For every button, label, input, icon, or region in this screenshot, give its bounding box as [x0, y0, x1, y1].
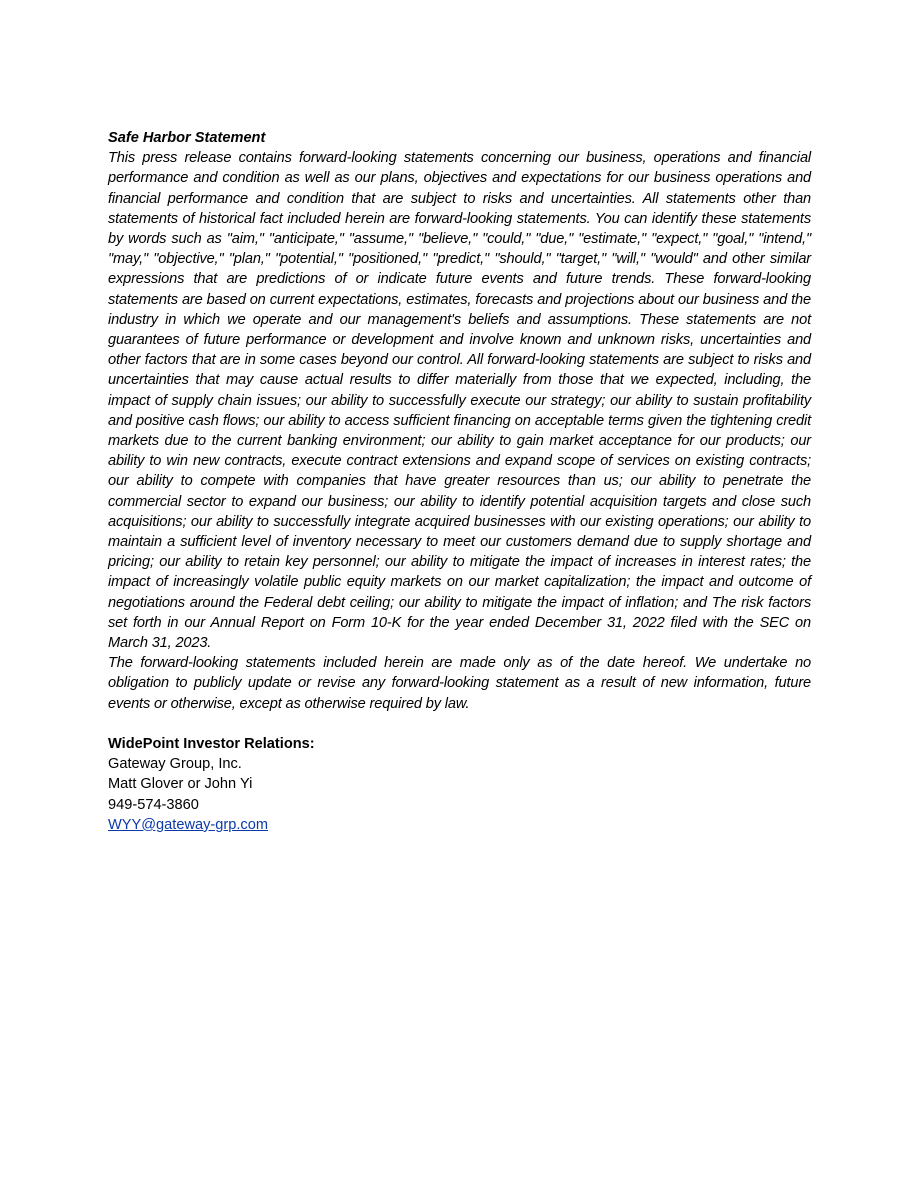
safe-harbor-heading: Safe Harbor Statement: [108, 130, 266, 146]
phone-number: 949-574-3860: [108, 796, 199, 813]
email-link[interactable]: WYY@gateway-grp.com: [108, 816, 268, 833]
investor-relations-title: WidePoint Investor Relations:: [108, 736, 315, 753]
safe-harbor-paragraph-1: This press release contains forward-looking statements concerning our business, operations and financial performance and condition as well as our plans, objectives and expectations for our business operations and financial performance and condition that are subject to risks and uncertainties. All statements other than statements of historical fact included herein are forward-looking statements. You can identify these statements by words such as "aim," "anticipate," "assume," "believe," "could," "due," "estimate," "expect," "goal," "intend," "may," "objective," "plan," "potential," "positioned," "predict," "should," "target," "will," "would" and other similar expressions that are predictions of or indicate future events and future trends. These forward-looking statements are based on current expectations, estimates, forecasts and projections about our business and the industry in which we operate and our management's beliefs and assumptions. These statements are not guarantees of future performance or development and involve known and unknown risks, uncertainties and other factors that are in some cases beyond our control. All forward-looking statements are subject to risks and uncertainties that may cause actual results to differ materially from those that we expected, including, the impact of supply chain issues; our ability to successfully execute our strategy; our ability to sustain profitability and positive cash flows; our ability to access sufficient financing on acceptable terms given the tightening credit markets due to the current banking environment; our ability to gain market acceptance for our products; our ability to win new contracts, execute contract extensions and expand scope of services on existing contracts; our ability to compete with companies that have greater resources than us; our ability to penetrate the commercial sector to expand our business; our ability to identify potential acquisition targets and close such acquisitions; our ability to successfully integrate acquired businesses with our existing operations; our ability to maintain a sufficient level of inventory necessary to meet our customers demand due to supply shortage and pricing; our ability to retain key personnel; our ability to mitigate the impact of increases in interest rates; the impact of increasingly volatile public equity markets on our market capitalization; the impact and outcome of negotiations around the Federal debt ceiling; our ability to mitigate the impact of inflation; and The risk factors set forth in our Annual Report on Form 10-K for the year ended December 31, 2022 filed with the SEC on March 31, 2023.: [108, 150, 811, 652]
company-name: Gateway Group, Inc.: [108, 756, 242, 773]
contact-names: Matt Glover or John Yi: [108, 776, 253, 793]
document-page: [108, 128, 811, 835]
safe-harbor-paragraph-2: The forward-looking statements included herein are made only as of the date hereof. We undertake no obligation to publicly update or revise any forward-looking statement as a result of new information, future events or otherwise, except as otherwise required by law.: [108, 655, 811, 712]
section-spacer: [108, 714, 811, 734]
investor-relations-block: [108, 734, 811, 835]
